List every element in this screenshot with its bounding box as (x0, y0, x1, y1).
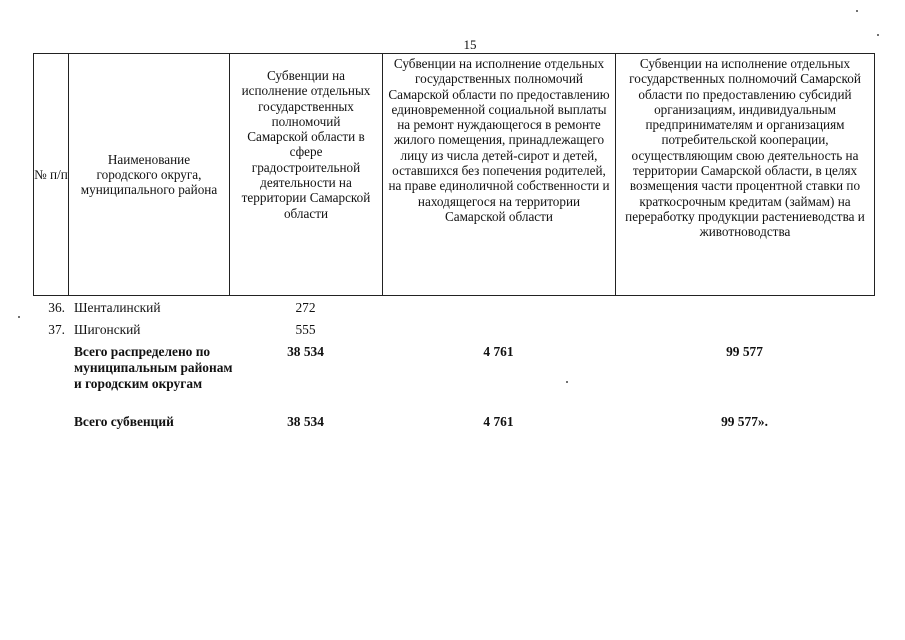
table-row (33, 322, 874, 344)
row-number: 37. (48, 322, 65, 337)
total-subventions-col-c: 99 577». (721, 414, 768, 429)
header-num-text: № п/п (34, 166, 68, 182)
total-distributed-row (33, 344, 874, 414)
total-distributed-col-a: 38 534 (287, 344, 324, 359)
total-subventions-col-a: 38 534 (287, 414, 324, 429)
header-col-c-text: Субвенции на исполнение отдельных государственных полномочий Самарской области по предоставлению субсидий организациям, индивидуальным предпринимателям и организациям потребительской кооперации, осуществляющим свою деятельность на территории Самарской области, в целях возмещения части процентной ставки по краткосрочным кредитам (займам) на переработку продукции растениеводства и животноводства (625, 56, 865, 240)
scan-speck (18, 316, 20, 318)
total-distributed-col-b: 4 761 (483, 344, 514, 359)
header-col-b-text: Субвенции на исполнение отдельных государственных полномочий Самарской области по предоставлению единовременной социальной выплаты на ремонт нуждающегося в ремонте жилого помещения, принадлежащего лицу из числа детей-сирот и детей, оставшихся без попечения родителей, на праве единоличной собственности и находящегося на территории Самарской области (388, 56, 610, 224)
total-subventions-col-b: 4 761 (483, 414, 514, 429)
header-name (69, 54, 230, 296)
page-number: 15 (463, 37, 477, 52)
total-subventions-row (33, 414, 874, 434)
header-name-text: Наименование городского округа, муниципального района (80, 151, 218, 198)
scan-speck (856, 10, 858, 12)
table-header (33, 53, 875, 296)
row-name: Шенталинский (74, 300, 161, 315)
header-col-a (230, 54, 383, 296)
row-col-a-value: 272 (295, 300, 316, 315)
header-col-a-text: Субвенции на исполнение отдельных государственных полномочий Самарской области в сфере градостроительной деятельности на территории Самарской области (241, 68, 371, 221)
total-distributed-col-c: 99 577 (726, 344, 763, 359)
scan-speck (566, 381, 568, 383)
row-name: Шигонский (74, 322, 141, 337)
header-col-b (383, 54, 616, 296)
header-col-c (616, 54, 875, 296)
row-col-a-value: 555 (295, 322, 316, 337)
total-distributed-label: Всего распределено по муниципальным районам и городским округам (74, 344, 233, 391)
table-body (33, 296, 874, 434)
row-number: 36. (48, 300, 65, 315)
total-subventions-label: Всего субвенций (74, 414, 174, 429)
table-row (33, 296, 874, 322)
header-num (34, 54, 69, 296)
scan-speck (877, 34, 879, 36)
